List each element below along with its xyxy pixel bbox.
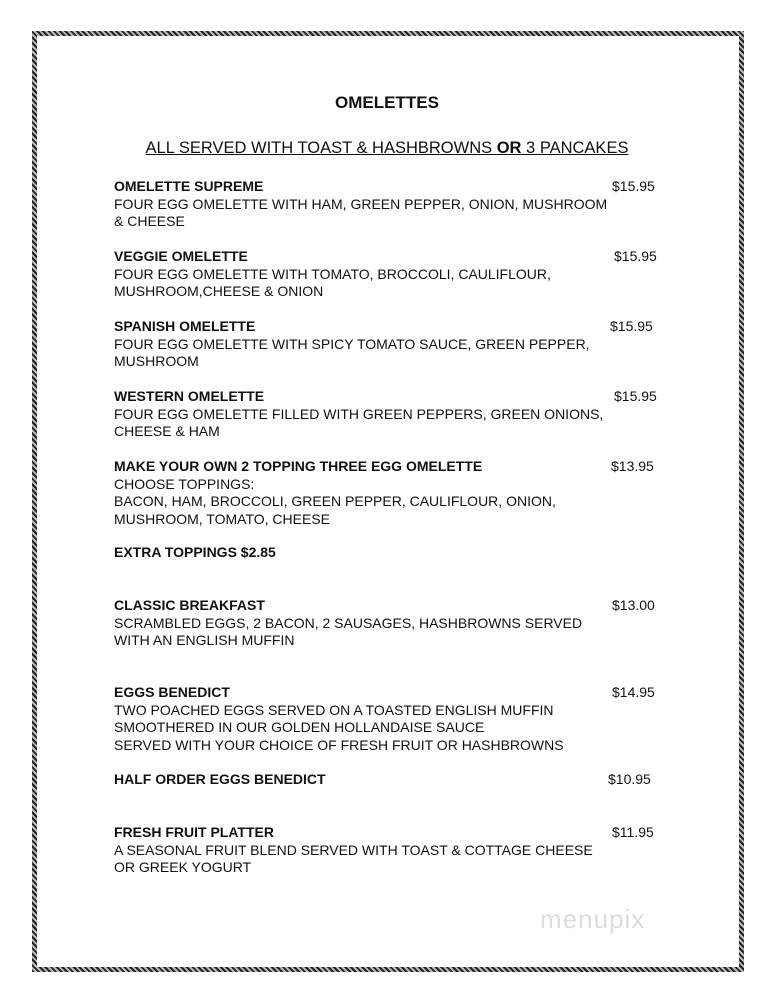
menu-item [114,824,674,877]
item-price: $13.95 [611,458,654,474]
menu-item [114,684,674,754]
item-price: $15.95 [614,388,657,404]
menu-item [114,318,674,371]
item-name: MAKE YOUR OWN 2 TOPPING THREE EGG OMELETTE [114,458,483,474]
item-price: $15.95 [610,318,653,334]
item-price: $14.95 [612,684,655,700]
menu-item [114,458,674,528]
item-name: SPANISH OMELETTE [114,318,256,334]
item-price: $10.95 [608,771,651,787]
item-desc: FOUR EGG OMELETTE WITH TOMATO, BROCCOLI, CAULIFLOUR, MUSHROOM,CHEESE & ONION [114,265,551,299]
item-name: VEGGIE OMELETTE [114,248,248,264]
item-name: FRESH FRUIT PLATTER [114,824,274,840]
menu-item [114,178,674,231]
section-subtitle [0,139,774,158]
subtitle-bold: OR [496,139,522,157]
item-price: $11.95 [612,824,654,840]
extra-toppings [114,544,674,562]
item-desc: CHOOSE TOPPINGS: BACON, HAM, BROCCOLI, GREEN PEPPER, CAULIFLOUR, ONION, MUSHROOM, TOMATO, CHEESE [114,475,556,527]
item-desc: FOUR EGG OMELETTE FILLED WITH GREEN PEPPERS, GREEN ONIONS, CHEESE & HAM [114,405,604,439]
item-desc: A SEASONAL FRUIT BLEND SERVED WITH TOAST & COTTAGE CHEESE OR GREEK YOGURT [114,841,593,875]
subtitle-text: ALL SERVED WITH TOAST & HASHBROWNS [145,139,497,157]
watermark-logo: menupix [540,904,646,934]
item-name: HALF ORDER EGGS BENEDICT [114,771,326,787]
item-price: $15.95 [612,178,655,194]
menu-item [114,597,674,650]
item-desc: FOUR EGG OMELETTE WITH HAM, GREEN PEPPER, ONION, MUSHROOM & CHEESE [114,195,608,229]
menu-item [114,248,674,301]
item-name: EGGS BENEDICT [114,684,230,700]
subtitle-rest: 3 PANCAKES [521,139,629,157]
item-name: EXTRA TOPPINGS $2.85 [114,544,276,560]
item-price: $13.00 [612,597,655,613]
menu-item [114,771,674,789]
item-desc: TWO POACHED EGGS SERVED ON A TOASTED ENGLISH MUFFIN SMOOTHERED IN OUR GOLDEN HOLLANDAISE SAUCE SERVED WITH YOUR CHOICE OF FRESH FRUIT OR HASHBROWNS [114,701,564,753]
item-desc: FOUR EGG OMELETTE WITH SPICY TOMATO SAUCE, GREEN PEPPER, MUSHROOM [114,335,590,369]
menu-item [114,388,674,441]
item-desc: SCRAMBLED EGGS, 2 BACON, 2 SAUSAGES, HASHBROWNS SERVED WITH AN ENGLISH MUFFIN [114,614,583,648]
item-price: $15.95 [614,248,657,264]
item-name: WESTERN OMELETTE [114,388,265,404]
item-name: CLASSIC BREAKFAST [114,597,265,613]
item-name: OMELETTE SUPREME [114,178,264,194]
section-title: OMELETTES [335,93,439,112]
